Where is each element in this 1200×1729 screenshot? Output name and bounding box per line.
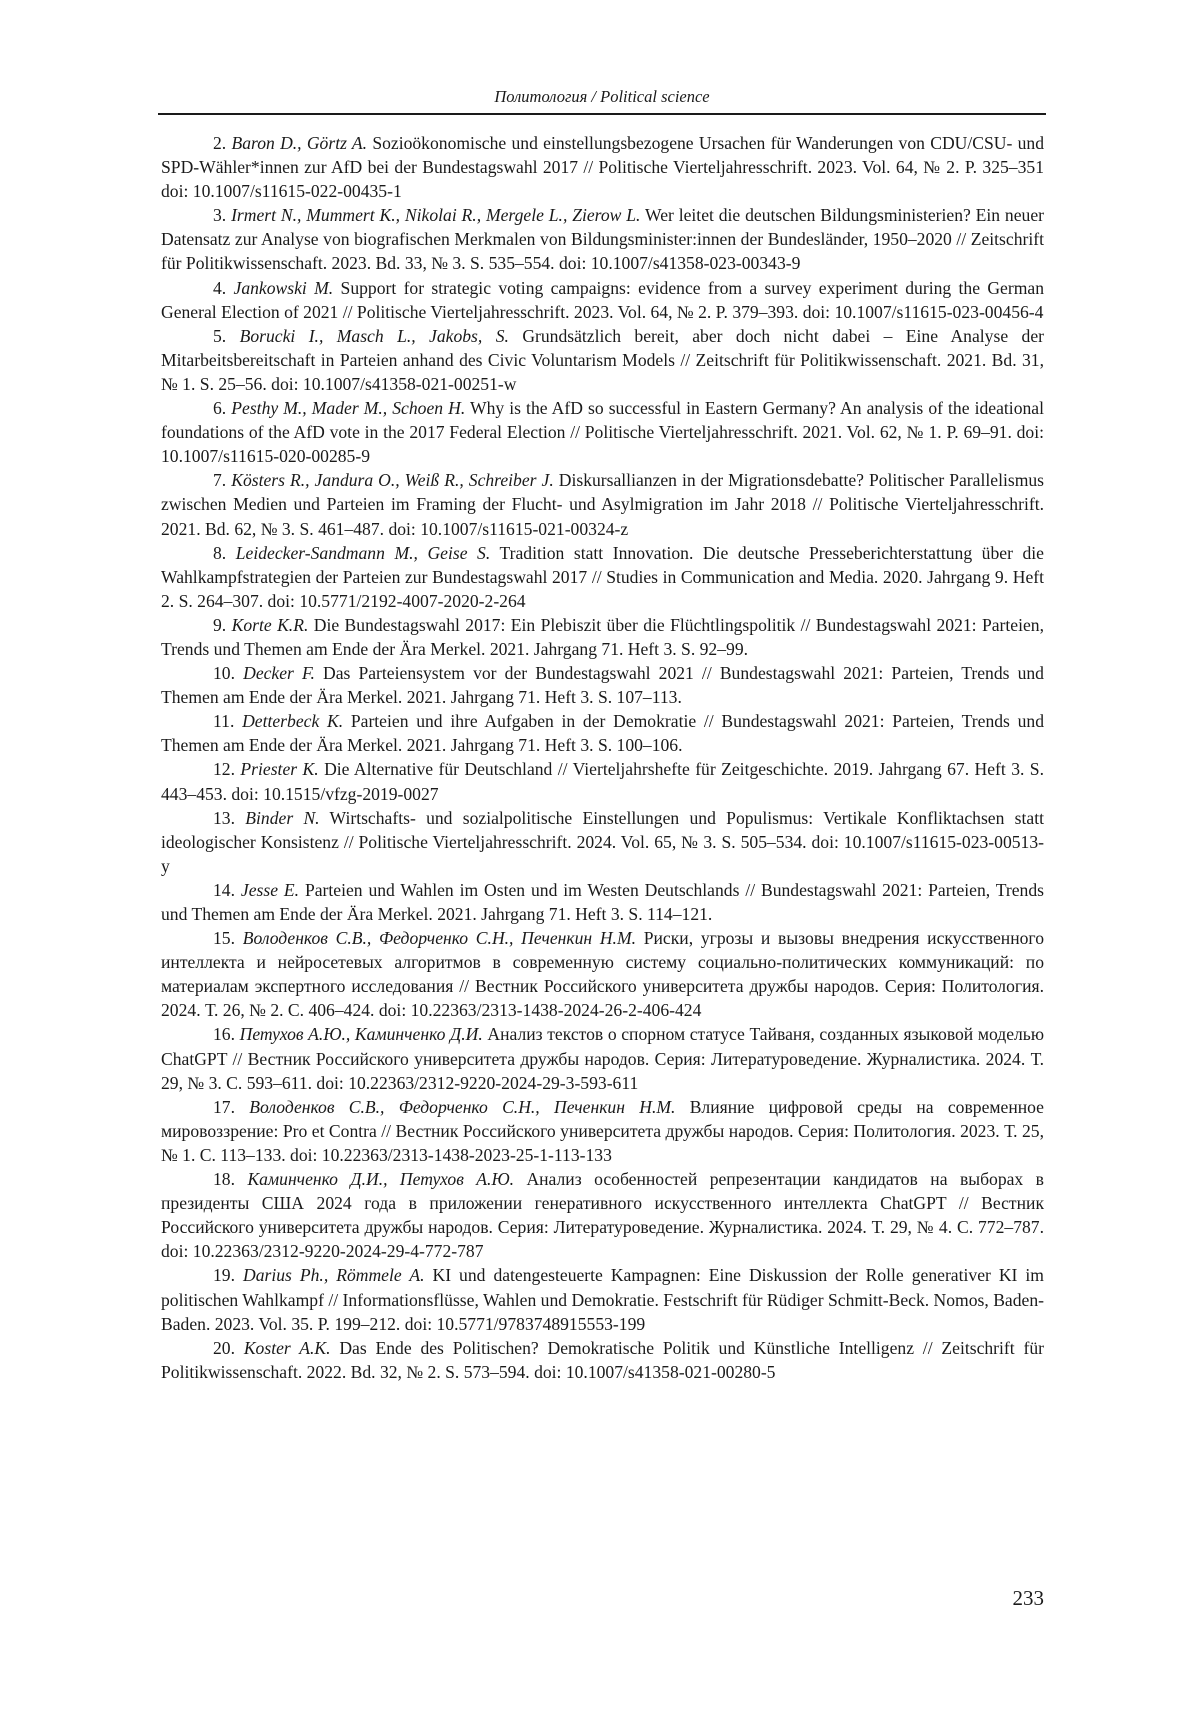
reference-text: Das Parteiensystem vor der Bundestagswahl 2021 // Bundestagswahl 2021: Parteien, Trends und Themen am Ende der Ära Merkel. 2021. Jahrgang 71. Heft 3. S. 107–113. xyxy=(161,663,1044,708)
reference-item xyxy=(161,757,1044,805)
reference-item xyxy=(161,1263,1044,1335)
reference-number: 4. xyxy=(213,277,227,298)
reference-text: Анализ текстов о спорном статусе Тайваня, созданных языковой моделью ChatGPT // Вестник Российского университета дружбы народов. Серия: Литературоведение. Журналистика. 2024. Т. 29, № 3. С. 593–611. doi: 10.22363/2312-9220-2024-29-3-593-611 xyxy=(161,1024,1044,1093)
reference-text: KI und datengesteuerte Kampagnen: Eine Diskussion der Rolle generativer KI im politischen Wahlkampf // Informationsflüsse, Wahlen und Demokratie. Festschrift für Rüdiger Schmitt-Beck. Nomos, Baden-Baden. 2023. Vol. 35. P. 199–212. doi: 10.5771/9783748915553-199 xyxy=(161,1265,1044,1334)
reference-authors: Priester K. xyxy=(240,759,319,780)
reference-authors: Каминченко Д.И., Петухов А.Ю. xyxy=(247,1169,514,1190)
reference-text: Wirtschafts- und sozialpolitische Einstellungen und Populismus: Vertikale Konfliktachsen statt ideologischer Konsistenz // Politische Vierteljahresschrift. 2024. Vol. 65, № 3. S. 505–534. doi: 10.1007/s11615-023-00513-y xyxy=(161,807,1044,876)
reference-text: Support for strategic voting campaigns: evidence from a survey experiment during the German General Election of 2021 // Politische Vierteljahresschrift. 2023. Vol. 64, № 2. P. 379–393. doi: 10.1007/s11615-023-00456-4 xyxy=(161,277,1044,322)
reference-authors: Jankowski M. xyxy=(233,277,334,298)
page-number: 233 xyxy=(1012,1586,1044,1610)
reference-text: Grundsätzlich bereit, aber doch nicht dabei – Eine Analyse der Mitarbeitsbereitschaft in Parteien anhand des Civic Voluntarism Models // Zeitschrift für Politikwissenschaft. 2021. Bd. 31, № 1. S. 25–56. doi: 10.1007/s41358-021-00251-w xyxy=(161,325,1044,394)
reference-authors: Koster A.K. xyxy=(243,1337,331,1358)
reference-list xyxy=(161,131,1044,1384)
reference-number: 6. xyxy=(213,398,227,419)
reference-item xyxy=(161,709,1044,757)
reference-text: Wer leitet die deutschen Bildungsministerien? Ein neuer Datensatz zur Analyse von biografischen Merkmalen von Bildungsminister:innen der Bundesländer, 1950–2020 // Zeitschrift für Politikwissenschaft. 2023. Bd. 33, № 3. S. 535–554. doi: 10.1007/s41358-023-00343-9 xyxy=(161,205,1045,274)
reference-text: Влияние цифровой среды на современное мировоззрение: Pro et Contra // Вестник Российского университета дружбы народов. Серия: Политология. 2023. Т. 25, № 1. С. 113–133. doi: 10.22363/2313-1438-2023-25-1-113-133 xyxy=(161,1096,1044,1165)
reference-item xyxy=(161,276,1044,324)
running-head: Политология / Political science xyxy=(494,87,710,106)
reference-authors: Leidecker-Sandmann M., Geise S. xyxy=(235,542,491,563)
reference-item xyxy=(161,324,1044,396)
reference-text: Анализ особенностей репрезентации кандидатов на выборах в президенты США 2024 года в приложении генеративного искусственного интеллекта ChatGPT // Вестник Российского университета дружбы народов. Серия: Литературоведение. Журналистика. 2024. Т. 29, № 4. С. 772–787. doi: 10.22363/2312-9220-2024-29-4-772-787 xyxy=(161,1169,1044,1262)
reference-item xyxy=(161,1022,1044,1094)
reference-number: 19. xyxy=(213,1265,235,1286)
reference-text: Die Bundestagswahl 2017: Ein Plebiszit über die Flüchtlingspolitik // Bundestagswahl 2021: Parteien, Trends und Themen am Ende der Ära Merkel. 2021. Jahrgang 71. Heft 3. S. 92–99. xyxy=(161,614,1044,659)
reference-item xyxy=(161,1336,1044,1384)
reference-authors: Петухов А.Ю., Каминченко Д.И. xyxy=(239,1024,483,1045)
reference-authors: Володенков С.В., Федорченко С.Н., Печенкин Н.М. xyxy=(249,1096,676,1117)
reference-number: 8. xyxy=(213,542,227,563)
reference-authors: Володенков С.В., Федорченко С.Н., Печенкин Н.М. xyxy=(242,928,637,949)
reference-authors: Irmert N., Mummert K., Nikolai R., Mergele L., Zierow L. xyxy=(231,205,641,226)
reference-number: 2. xyxy=(213,133,227,153)
reference-text: Das Ende des Politischen? Demokratische Politik und Künstliche Intelligenz // Zeitschrift für Politikwissenschaft. 2022. Bd. 32, № 2. S. 573–594. doi: 10.1007/s41358-021-00280-5 xyxy=(161,1337,1044,1382)
reference-number: 12. xyxy=(213,759,235,780)
reference-item xyxy=(161,1167,1044,1263)
header-rule xyxy=(158,113,1046,115)
reference-authors: Kösters R., Jandura O., Weiß R., Schreiber J. xyxy=(231,470,554,491)
reference-item xyxy=(161,613,1044,661)
reference-text: Риски, угрозы и вызовы внедрения искусственного интеллекта и нейросетевых алгоритмов в современную систему социально-политических коммуникаций: по материалам экспертного исследования // Вестник Российского университета дружбы народов. Серия: Политология. 2024. Т. 26, № 2. С. 406–424. doi: 10.22363/2313-1438-2024-26-2-406-424 xyxy=(161,928,1044,1021)
reference-item xyxy=(161,541,1044,613)
reference-text: Sozioökonomische und einstellungsbezogene Ursachen für Wanderungen von CDU/CSU- und SPD-Wähler*innen zur AfD bei der Bundestagswahl 2017 // Politische Vierteljahresschrift. 2023. Vol. 64, № 2. P. 325–351 doi: 10.1007/s11615-022-00435-1 xyxy=(161,133,1044,202)
reference-item xyxy=(161,203,1044,275)
reference-item xyxy=(161,396,1044,468)
reference-number: 17. xyxy=(213,1096,235,1117)
reference-number: 9. xyxy=(213,614,227,635)
reference-authors: Binder N. xyxy=(245,807,320,828)
reference-item xyxy=(161,661,1044,709)
reference-number: 3. xyxy=(213,205,227,226)
reference-item xyxy=(161,806,1044,878)
reference-text: Die Alternative für Deutschland // Vierteljahrshefte für Zeitgeschichte. 2019. Jahrgang 67. Heft 3. S. 443–453. doi: 10.1515/vfzg-2019-0027 xyxy=(161,759,1044,804)
reference-number: 15. xyxy=(213,928,235,949)
reference-authors: Decker F. xyxy=(243,663,315,684)
reference-number: 16. xyxy=(213,1024,235,1045)
reference-item xyxy=(161,926,1044,1022)
reference-item xyxy=(161,468,1044,540)
reference-number: 14. xyxy=(213,879,235,900)
reference-authors: Borucki I., Masch L., Jakobs, S. xyxy=(239,325,509,346)
reference-text: Why is the AfD so successful in Eastern Germany? An analysis of the ideational foundations of the AfD vote in the 2017 Federal Election // Politische Vierteljahresschrift. 2021. Vol. 62, № 1. P. 69–91. doi: 10.1007/s11615-020-00285-9 xyxy=(161,398,1044,467)
reference-text: Tradition statt Innovation. Die deutsche Presseberichterstattung über die Wahlkampfstrategien der Parteien zur Bundestagswahl 2017 // Studies in Communication and Media. 2020. Jahrgang 9. Heft 2. S. 264–307. doi: 10.5771/2192-4007-2020-2-264 xyxy=(161,542,1044,611)
reference-number: 11. xyxy=(213,711,235,732)
reference-number: 7. xyxy=(213,470,227,491)
reference-authors: Detterbeck K. xyxy=(242,711,344,732)
reference-number: 5. xyxy=(213,325,227,346)
reference-authors: Korte K.R. xyxy=(231,614,309,635)
reference-number: 10. xyxy=(213,663,235,684)
reference-authors: Darius Ph., Römmele A. xyxy=(243,1265,425,1286)
reference-number: 20. xyxy=(213,1337,235,1358)
reference-number: 18. xyxy=(213,1169,235,1190)
reference-text: Parteien und ihre Aufgaben in der Demokratie // Bundestagswahl 2021: Parteien, Trends und Themen am Ende der Ära Merkel. 2021. Jahrgang 71. Heft 3. S. 100–106. xyxy=(161,711,1045,756)
reference-item xyxy=(161,1095,1044,1167)
reference-number: 13. xyxy=(213,807,235,828)
reference-authors: Pesthy M., Mader M., Schoen H. xyxy=(231,398,466,419)
reference-authors: Jesse E. xyxy=(240,879,300,900)
reference-text: Parteien und Wahlen im Osten und im Westen Deutschlands // Bundestagswahl 2021: Parteien, Trends und Themen am Ende der Ära Merkel. 2021. Jahrgang 71. Heft 3. S. 114–121. xyxy=(161,879,1044,924)
reference-item xyxy=(161,131,1044,203)
reference-item xyxy=(161,878,1044,926)
reference-text: Diskursallianzen in der Migrationsdebatte? Politischer Parallelismus zwischen Medien und Parteien im Framing der Flucht- und Asylmigration im Jahr 2018 // Politische Vierteljahresschrift. 2021. Bd. 62, № 3. S. 461–487. doi: 10.1007/s11615-021-00324-z xyxy=(161,470,1045,539)
reference-authors: Baron D., Görtz A. xyxy=(231,133,368,153)
